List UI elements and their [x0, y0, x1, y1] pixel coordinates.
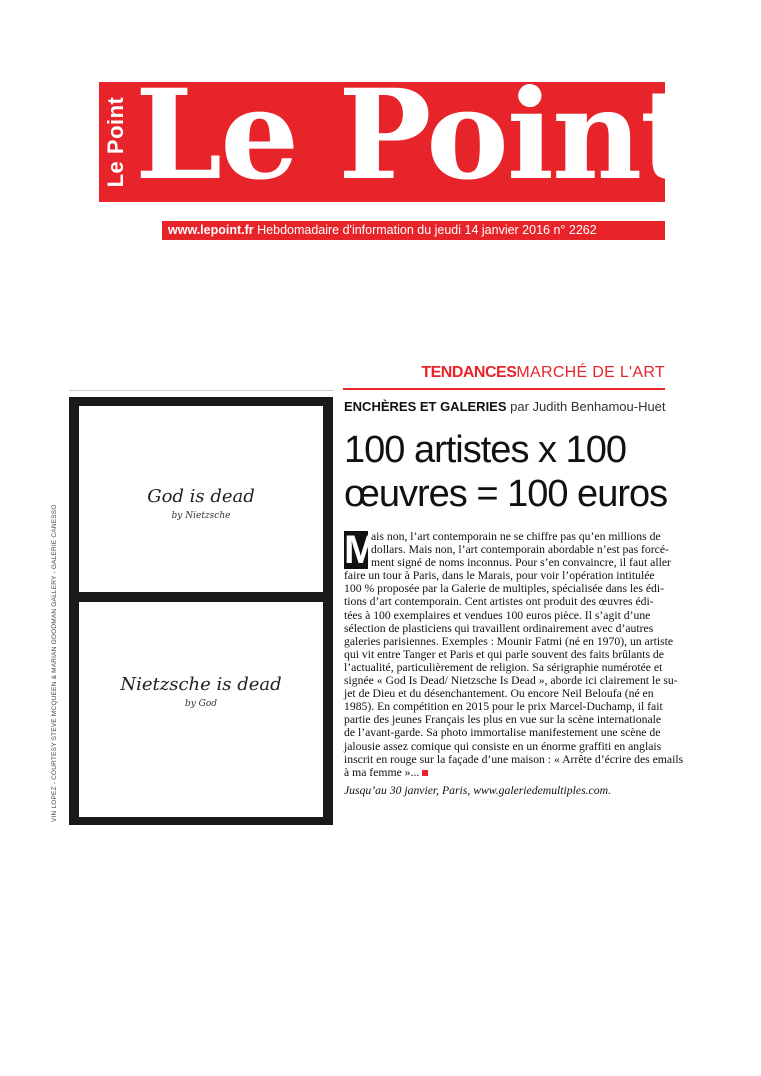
- masthead-issue-info: Hebdomadaire d'information du jeudi 14 janvier 2016 n° 2262: [257, 223, 597, 237]
- byline: par Judith Benhamou-Huet: [510, 399, 666, 414]
- article-line: qui vit entre Tanger et Paris et qui parle souvent des faits brûlants de: [344, 647, 664, 661]
- article-line: jet de Dieu et du désenchantement. Ou encore Neil Beloufa (né en: [344, 687, 654, 701]
- article-line: faire un tour à Paris, dans le Marais, pour voir l’opération intitulée: [344, 569, 655, 583]
- card1-author: by Nietzsche: [171, 511, 231, 521]
- end-of-article-mark: [422, 770, 428, 776]
- article-body: [344, 530, 684, 779]
- card2-author: by God: [184, 699, 218, 709]
- headline-line-2: œuvres = 100 euros: [344, 473, 668, 515]
- masthead-side-label: Le Point: [103, 96, 128, 188]
- masthead-url[interactable]: www.lepoint.fr: [168, 223, 254, 237]
- headline-line-1: 100 artistes x 100: [344, 429, 626, 471]
- article-line: l’actualité, particulièrement de religion. Sa sérigraphie numérotée et: [344, 660, 663, 674]
- article-line: 100 % proposée par la Galerie de multiples, spécialisée dans les édi-: [344, 582, 664, 596]
- artwork-card-god-is-dead: [79, 406, 323, 592]
- article-line: dollars. Mais non, l’art contemporain abordable n’est pas forcé-: [371, 543, 669, 557]
- article-line: ais non, l’art contemporain ne se chiffre pas qu’en millions de: [371, 530, 661, 543]
- article-line: partie des jeunes Français les plus en vue sur la scène internationale: [344, 713, 662, 727]
- article-line: jalousie assez comique qui consiste en un énorme graffiti en anglais: [344, 739, 662, 753]
- masthead-title: Le Point: [135, 63, 696, 208]
- card2-title: Nietzsche is dead: [120, 674, 282, 695]
- section-rubric: [421, 364, 665, 382]
- rubric-rule: [343, 388, 665, 390]
- masthead-banner: [99, 63, 696, 208]
- article-line: signée « God Is Dead/ Nietzsche Is Dead », aborde ici clairement le su-: [344, 674, 678, 688]
- artwork-image: [69, 397, 333, 825]
- article-headline: [344, 428, 668, 516]
- article-line: à ma femme »...: [344, 765, 420, 779]
- article-line: 1985). En compétition en 2015 pour le prix Marcel-Duchamp, il fait: [344, 700, 663, 714]
- card1-title: God is dead: [147, 486, 255, 507]
- drop-cap: M: [344, 528, 378, 572]
- article-line: tées à 100 exemplaires et vendues 100 euros pièce. Il s’agit d’une: [344, 608, 651, 622]
- artwork-card-nietzsche-is-dead: [79, 602, 323, 817]
- masthead-tagline: [162, 221, 665, 240]
- article-line: de l’avant-garde. Sa photo immortalise manifestement une scène de: [344, 726, 661, 740]
- divider: [69, 390, 334, 391]
- article-kicker: [344, 399, 666, 414]
- rubric-subsection: MARCHÉ DE L'ART: [516, 364, 665, 381]
- article-line: ment signé de noms inconnus. Pour s’en convaincre, il faut aller: [371, 556, 671, 570]
- article-line: tions d’art contemporain. Cent artistes ont produit des œuvres édi-: [344, 595, 654, 609]
- rubric-section: TENDANCES: [421, 364, 517, 381]
- kicker-label: ENCHÈRES ET GALERIES: [344, 399, 507, 414]
- article-footnote: Jusqu’au 30 janvier, Paris, www.galeriedemultiples.com.: [344, 784, 611, 797]
- article-line: galeries parisiennes. Exemples : Mounir Fatmi (né en 1970), un artiste: [344, 634, 674, 648]
- article-line: inscrit en rouge sur la façade d’une maison : « Arrête d’écrire des emails: [344, 752, 684, 766]
- article-line: sélection de plasticiens qui travaillent ordinairement avec d’autres: [344, 621, 654, 635]
